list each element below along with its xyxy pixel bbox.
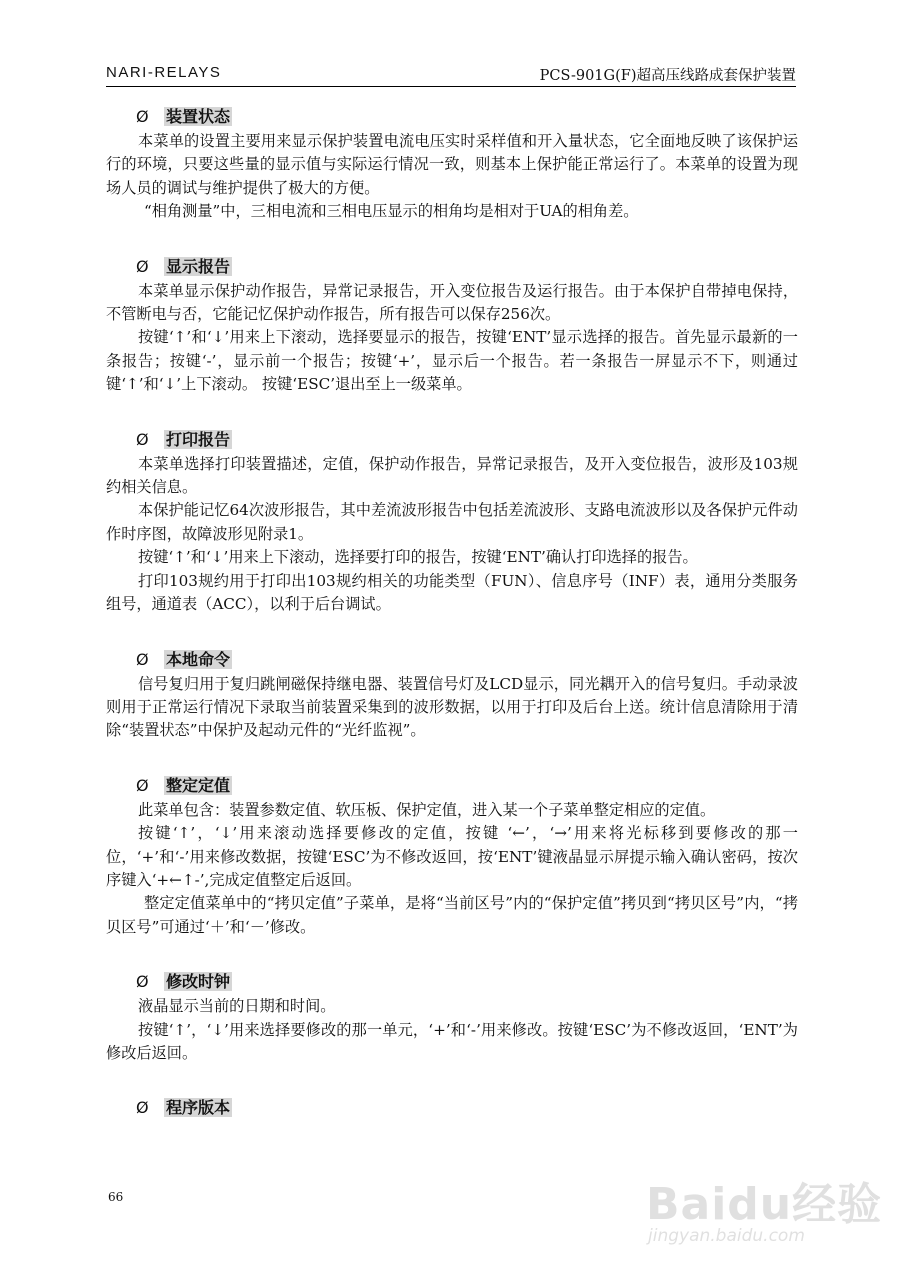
paragraph: 本保护能记忆64次波形报告，其中差流波形报告中包括差流波形、支路电流波形以及各保护元件动作时序图，故障波形见附录1。 — [106, 501, 798, 543]
paragraph: 此菜单包含：装置参数定值、软压板、保护定值，进入某一个子菜单整定相应的定值。 — [138, 800, 716, 819]
section-title: 打印报告 — [166, 429, 231, 449]
section-heading — [106, 647, 798, 673]
paragraph: 按键‘↑’和‘↓’用来上下滚动，选择要显示的报告，按键‘ENT’显示选择的报告。首先显示最新的一条报告；按键‘-’，显示前一个报告；按键‘+’，显示后一个报告。若一条报告一屏显示不下，则通过键‘↑’和‘↓’上下滚动。 按键‘ESC’退出至上一级菜单。 — [106, 328, 798, 394]
bullet-icon: Ø — [136, 775, 149, 795]
section-display-report — [106, 254, 798, 397]
paragraph: 本菜单显示保护动作报告，异常记录报告，开入变位报告及运行报告。由于本保护自带掉电保持，不管断电与否，它能记忆保护动作报告，所有报告可以保存256次。 — [106, 281, 798, 324]
bullet-icon: Ø — [136, 107, 149, 126]
paragraph: “相角测量”中，三相电流和三相电压显示的相角均是相对于UA的相角差。 — [144, 202, 639, 221]
section-heading — [106, 969, 798, 995]
paragraph: 信号复归用于复归跳闸磁保持继电器、装置信号灯及LCD显示，同光耦开入的信号复归。手动录波则用于正常运行情况下录取当前装置采集到的波形数据，以用于打印及后台上送。统计信息清除用于清除“装置状态”中保护及起动元件的“光纤监视”。 — [106, 674, 798, 740]
section-heading — [106, 1095, 798, 1121]
bullet-icon: Ø — [136, 256, 149, 276]
section-setting-values — [106, 773, 798, 939]
section-heading — [106, 104, 798, 130]
paragraph: 按键‘↑’和‘↓’用来上下滚动，选择要打印的报告，按键‘ENT’确认打印选择的报告。 — [138, 548, 698, 567]
section-title: 程序版本 — [166, 1098, 231, 1118]
section-modify-clock — [106, 969, 798, 1065]
paragraph: 本菜单选择打印装置描述，定值，保护动作报告，异常记录报告，及开入变位报告，波形及103规约相关信息。 — [106, 454, 798, 497]
section-title: 整定定值 — [166, 775, 231, 795]
section-local-command — [106, 647, 798, 743]
paragraph: 按键‘↑’，‘↓’用来滚动选择要修改的定值，按键 ‘←’，‘→’用来将光标移到要修改的那一位，‘+’和‘-’用来修改数据，按键‘ESC’为不修改返回，按‘ENT’键液晶显示屏提示输入确认密码，按次序键入‘+←↑-’,完成定值整定后返回。 — [106, 824, 798, 889]
header-brand: NARI-RELAYS — [106, 64, 222, 81]
page-number: 66 — [108, 1190, 124, 1204]
bullet-icon: Ø — [136, 972, 149, 992]
section-device-status — [106, 104, 798, 224]
paragraph: 打印103规约用于打印出103规约相关的功能类型（FUN）、信息序号（INF）表，通用分类服务组号，通道表（ACC），以利于后台调试。 — [106, 571, 798, 614]
page-header — [106, 62, 796, 87]
section-program-version — [106, 1095, 798, 1121]
section-title: 本地命令 — [166, 649, 231, 669]
header-device-title: PCS-901G(F)超高压线路成套保护装置 — [539, 68, 796, 84]
bullet-icon: Ø — [136, 1098, 149, 1118]
watermark-logo: Baidu经验 — [646, 1179, 883, 1230]
bullet-icon: Ø — [136, 649, 149, 669]
paragraph: 按键‘↑’，‘↓’用来选择要修改的那一单元，‘+’和‘-’用来修改。按键‘ESC’为不修改返回，‘ENT’为修改后返回。 — [106, 1020, 798, 1062]
paragraph: 本菜单的设置主要用来显示保护装置电流电压实时采样值和开入量状态，它全面地反映了该保护运行的环境，只要这些量的显示值与实际运行情况一致，则基本上保护能正常运行了。本菜单的设置为现场人员的调试与维护提供了极大的方便。 — [106, 132, 798, 197]
bullet-icon: Ø — [136, 429, 149, 449]
section-title: 装置状态 — [166, 107, 231, 126]
paragraph: 液晶显示当前的日期和时间。 — [138, 997, 336, 1016]
page-content — [106, 104, 798, 1151]
section-heading — [106, 427, 798, 453]
section-heading — [106, 773, 798, 799]
section-title: 显示报告 — [166, 256, 231, 276]
section-print-report — [106, 427, 798, 617]
section-title: 修改时钟 — [166, 972, 231, 992]
paragraph: 整定定值菜单中的“拷贝定值”子菜单，是将“当前区号”内的“保护定值”拷贝到“拷贝区号”内，“拷贝区号”可通过‘＋’和‘－’修改。 — [106, 894, 798, 936]
section-heading — [106, 254, 798, 280]
watermark-url: jingyan.baidu.com — [648, 1226, 805, 1246]
watermark — [646, 1168, 886, 1256]
